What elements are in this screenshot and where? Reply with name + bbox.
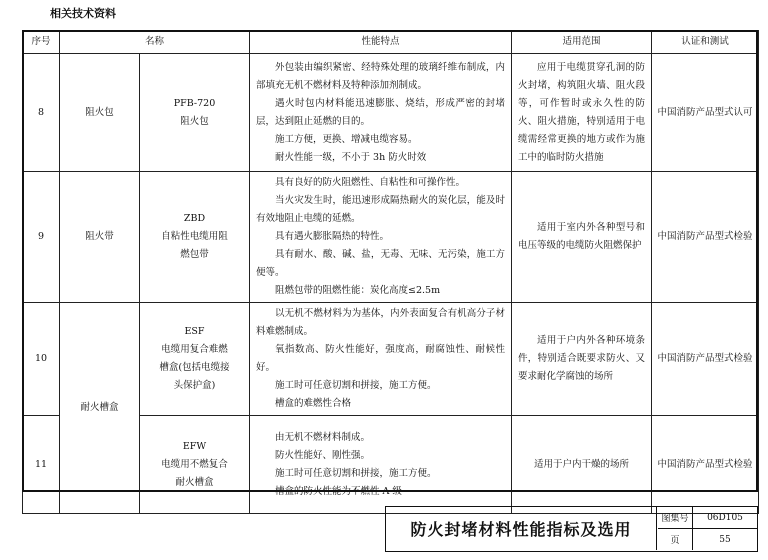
row-no: 11	[23, 416, 60, 514]
header-no: 序号	[23, 31, 60, 54]
row-cert: 中国消防产品型式检验	[652, 416, 759, 514]
model-line: 电缆用复合难燃	[161, 344, 228, 355]
feature-text: 槽盒的防火性能为不燃性 A 级	[275, 485, 402, 497]
page-label: 页	[658, 529, 693, 550]
feature-text: 外包装由编织紧密、经特殊处理的玻璃纤维布制成，内部填充无机不燃材料及特种添加剂制成。	[256, 61, 506, 91]
row-name: 阻火带	[60, 172, 140, 303]
model-line: 耐火槽盒	[175, 476, 214, 488]
row-no: 8	[23, 54, 60, 172]
scope-text: 适用于室内外各种型号和电压等级的电缆防火阻燃保护	[518, 222, 646, 251]
row-no: 9	[23, 172, 60, 303]
row-cert: 中国消防产品型式检验	[652, 172, 759, 303]
feature-text: 施工方便，更换、增减电缆容易。	[275, 133, 418, 145]
header-features: 性能特点	[250, 31, 512, 54]
header-name: 名称	[60, 31, 250, 54]
feature-text: 防火性能好、刚性强。	[275, 449, 371, 461]
scope-text: 应用于电缆贯穿孔洞的防火封堵，构筑阻火墙、阻火段等，可作暂时或永久性的防火、阻火措施，特别适用于电缆需经常更换的地方或作为施工中的临时防火措施	[518, 61, 646, 163]
row-no: 10	[23, 303, 60, 416]
table-frame	[22, 30, 758, 492]
feature-text: 阻燃包带的阻燃性能：炭化高度≤2.5m	[275, 285, 441, 296]
row-cert: 中国消防产品型式检验	[652, 303, 759, 416]
row-name: 阻火包	[60, 54, 140, 172]
header-label: 相关技术资料	[50, 7, 116, 20]
model-line: 燃包带	[180, 249, 209, 260]
model-line: ZBD	[183, 213, 206, 224]
row-name: 耐火槽盒	[60, 303, 140, 514]
atlas-number-value: 06D105	[693, 507, 757, 529]
header-cert: 认证和测试	[652, 31, 759, 54]
drawing-title: 防火封堵材料性能指标及选用	[386, 507, 657, 550]
feature-text: 以无机不燃材料为为基体，内外表面复合有机高分子材料难燃制成。	[256, 308, 506, 337]
model-line: 电缆用不燃复合	[161, 458, 228, 470]
scope-text: 适用于户内外各种环境条件，特别适合既要求防火、又要求耐化学腐蚀的场所	[518, 335, 646, 382]
model-line: 槽盒(包括电缆接	[159, 362, 230, 373]
model-line: ESF	[184, 326, 205, 337]
scope-text: 适用于户内干燥的场所	[534, 458, 630, 470]
title-block	[385, 506, 758, 552]
feature-text: 具有耐水、酸、碱、盐，无毒、无味、无污染，施工方便等。	[256, 249, 506, 278]
feature-text: 槽盒的难燃性合格	[275, 398, 352, 409]
feature-text: 施工时可任意切割和拼接，施工方便。	[275, 380, 437, 391]
header-scope: 适用范围	[512, 31, 652, 54]
row-cert: 中国消防产品型式认可	[652, 54, 759, 172]
page-number: 55	[719, 534, 731, 545]
model-line: PFB-720	[173, 97, 216, 109]
feature-text: 氧指数高、防火性能好，强度高，耐腐蚀性、耐候性好。	[256, 344, 506, 373]
model-line: 自粘性电缆用阻	[161, 231, 228, 242]
feature-text: 具有遇火膨胀隔热的特性。	[275, 231, 390, 242]
feature-text: 耐火性能一级，不小于 3h 防火时效	[275, 151, 427, 163]
model-line: EFW	[182, 440, 207, 452]
feature-text: 施工时可任意切割和拼接，施工方便。	[275, 467, 437, 479]
feature-text: 当火灾发生时，能迅速形成隔热耐火的炭化层，能及时有效地阻止电缆的延燃。	[256, 195, 506, 224]
feature-text: 具有良好的防火阻燃性、自粘性和可操作性。	[275, 177, 466, 188]
feature-text: 遇火时包内材料能迅速膨胀、烧结，形成严密的封堵层，达到阻止延燃的目的。	[256, 97, 506, 127]
model-line: 阻火包	[180, 115, 209, 127]
atlas-number-label: 图集号	[658, 507, 693, 529]
feature-text: 由无机不燃材料制成。	[275, 431, 371, 443]
model-line: 头保护盒)	[173, 380, 216, 391]
